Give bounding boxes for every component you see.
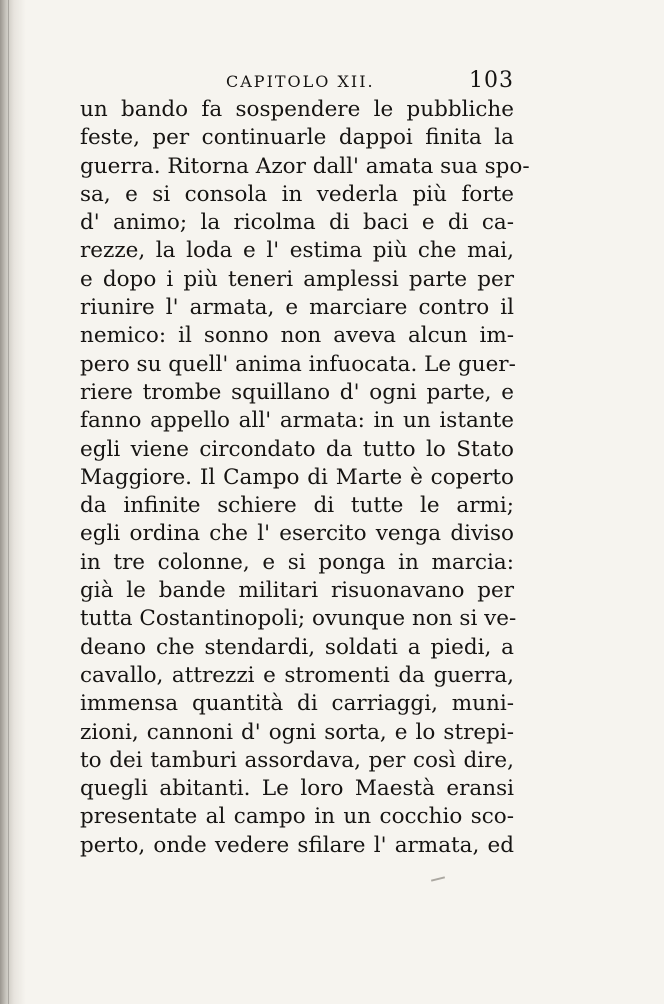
text-line: sa, e si consola in vederla più forte xyxy=(80,181,514,207)
text-line: tutta Costantinopoli; ovunque non si ve- xyxy=(80,606,517,632)
text-line: già le bande militari risuonavano per xyxy=(80,578,514,604)
text-line: immensa quantità di carriaggi, muni- xyxy=(80,691,514,717)
text-line: nemico: il sonno non aveva alcun im- xyxy=(80,323,514,349)
text-line: fanno appello all' armata: in un istante xyxy=(80,408,514,434)
text-line: zioni, cannoni d' ogni sorta, e lo strepi- xyxy=(80,719,514,745)
text-line: deano che stendardi, soldati a piedi, a xyxy=(80,634,514,660)
text-line: feste, per continuarle dappoi finita la xyxy=(80,125,514,151)
text-line: presentate al campo in un cocchio sco- xyxy=(80,804,514,830)
text-line: guerra. Ritorna Azor dall' amata sua spo- xyxy=(80,153,530,179)
ink-mark xyxy=(431,876,445,881)
running-header xyxy=(80,68,516,96)
text-line: perto, onde vedere sfilare l' armata, ed xyxy=(80,832,514,858)
text-line: riere trombe squillano d' ogni parte, e xyxy=(80,379,514,405)
text-line: un bando fa sospendere le pubbliche xyxy=(80,97,514,122)
chapter-title: CAPITOLO XII. xyxy=(226,72,375,91)
text-line: rezze, la loda e l' estima più che mai, xyxy=(80,238,514,264)
body-text xyxy=(80,96,530,860)
text-line: egli viene circondato da tutto lo Stato xyxy=(80,436,514,462)
text-line: cavallo, attrezzi e stromenti da guerra, xyxy=(80,662,514,688)
text-line: d' animo; la ricolma di baci e di ca- xyxy=(80,210,514,236)
text-line: egli ordina che l' esercito venga diviso xyxy=(80,521,514,547)
text-line: to dei tamburi assordava, per così dire, xyxy=(80,747,514,773)
text-line: e dopo i più teneri amplessi parte per xyxy=(80,266,514,292)
page-binding-edge xyxy=(0,0,26,1004)
text-line: da infinite schiere di tutte le armi; xyxy=(80,493,514,519)
text-line: riunire l' armata, e marciare contro il xyxy=(80,295,514,321)
text-line: quegli abitanti. Le loro Maestà eransi xyxy=(80,776,514,802)
text-line: in tre colonne, e si ponga in marcia: xyxy=(80,549,514,575)
text-line: pero su quell' anima infuocata. Le guer- xyxy=(80,351,516,377)
page-number: 103 xyxy=(469,68,514,93)
text-line: Maggiore. Il Campo di Marte è coperto xyxy=(80,464,514,490)
